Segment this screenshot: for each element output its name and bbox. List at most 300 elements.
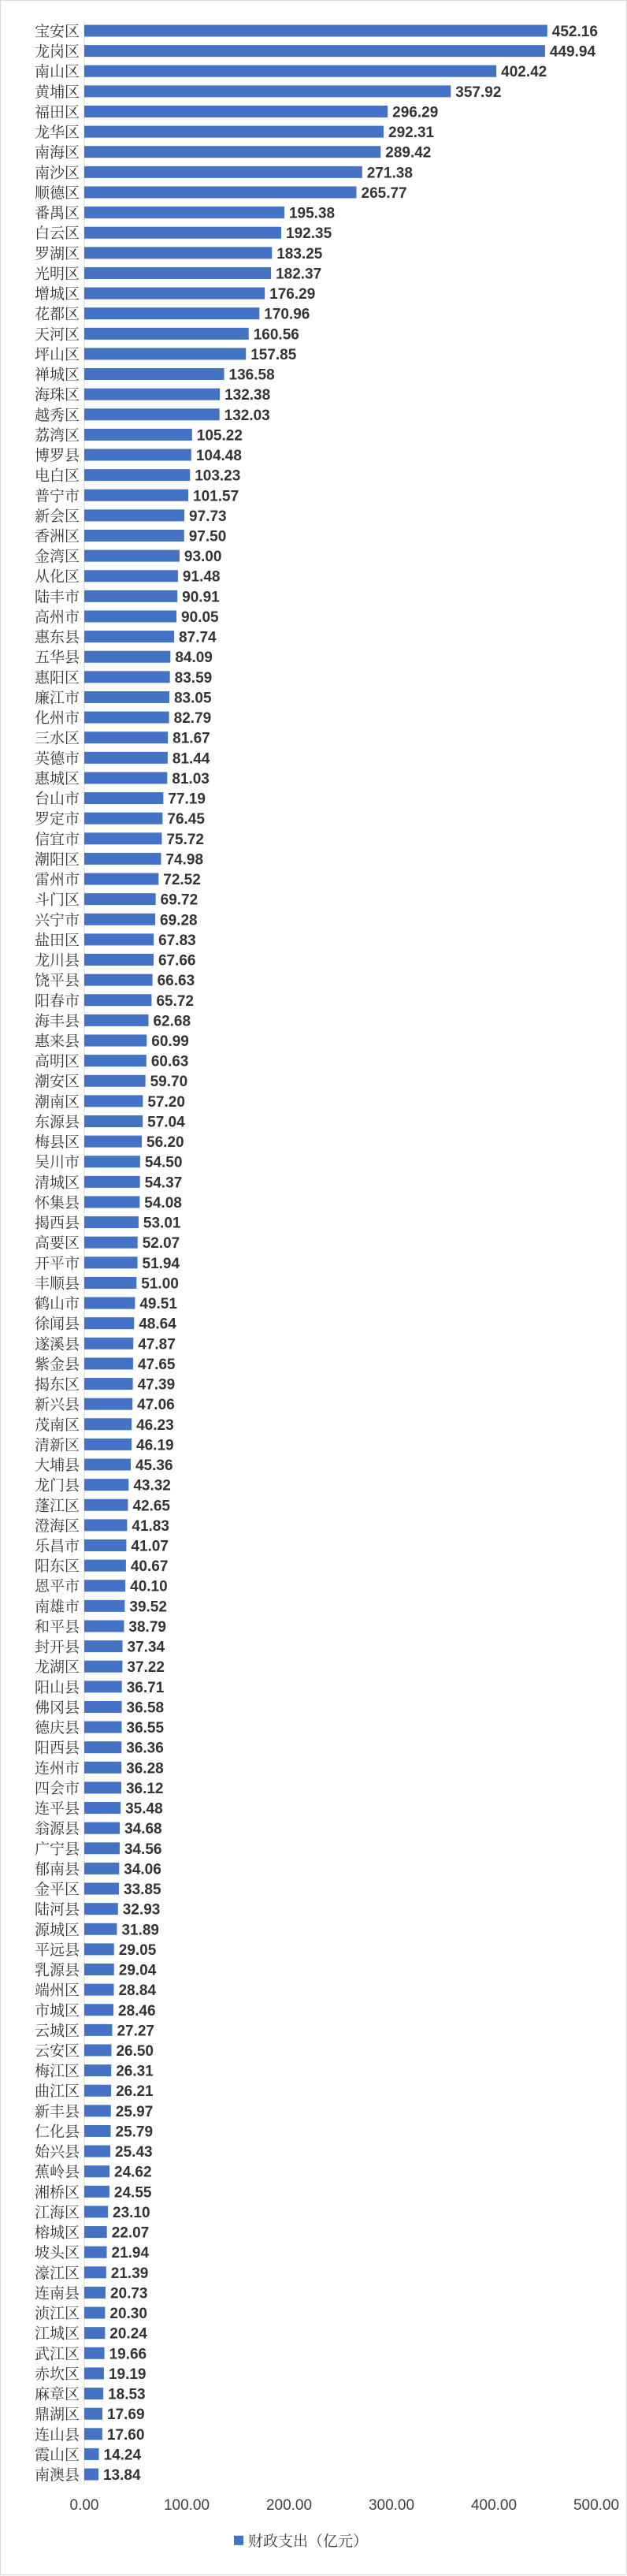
bar <box>84 2186 109 2198</box>
bar <box>84 45 545 57</box>
data-label: 51.00 <box>141 1275 179 1293</box>
legend <box>234 2533 368 2550</box>
bar <box>84 1277 136 1289</box>
category-label: 蓬江区 <box>34 1497 80 1515</box>
bar <box>84 449 191 461</box>
data-label: 101.57 <box>193 488 239 505</box>
category-label: 南山区 <box>34 63 80 81</box>
data-label: 21.39 <box>110 2265 149 2282</box>
bar-chart <box>1 1 627 2576</box>
category-label: 惠城区 <box>34 769 80 787</box>
bar <box>84 126 384 138</box>
category-label: 福田区 <box>34 103 80 121</box>
data-label: 41.07 <box>131 1538 169 1555</box>
data-label: 54.50 <box>144 1154 183 1171</box>
data-label: 402.42 <box>501 64 547 81</box>
category-label: 荔湾区 <box>34 426 80 445</box>
category-label: 惠来县 <box>34 1033 80 1050</box>
category-label: 丰顺县 <box>34 1275 80 1293</box>
bar <box>84 2469 98 2481</box>
category-label: 斗门区 <box>34 891 80 909</box>
bar <box>84 267 271 279</box>
bar <box>84 1681 122 1692</box>
bar <box>84 328 249 340</box>
category-label: 宝安区 <box>34 23 80 40</box>
data-label: 47.39 <box>137 1376 176 1394</box>
data-label: 48.64 <box>139 1316 176 1333</box>
category-label: 清新区 <box>34 1436 80 1454</box>
category-label: 顺德区 <box>34 184 80 202</box>
bar <box>84 166 362 178</box>
bar <box>84 2226 107 2238</box>
data-label: 54.37 <box>144 1174 183 1192</box>
bar <box>84 1075 146 1087</box>
category-label: 翁源县 <box>34 1820 80 1838</box>
category-label: 揭东区 <box>34 1375 80 1394</box>
category-label: 清城区 <box>34 1174 80 1192</box>
category-label: 英德市 <box>34 750 80 768</box>
x-tick-label: 100.00 <box>163 2496 210 2514</box>
data-label: 76.45 <box>167 811 205 828</box>
bar <box>84 1822 120 1834</box>
bar <box>84 1398 132 1410</box>
bar <box>84 2266 106 2278</box>
bar <box>84 1499 128 1511</box>
category-label: 越秀区 <box>34 406 80 424</box>
bar <box>84 307 259 319</box>
bar <box>84 2024 112 2036</box>
x-tick-label: 200.00 <box>265 2496 313 2514</box>
category-label: 怀集县 <box>34 1193 80 1212</box>
data-label: 18.53 <box>108 2386 146 2403</box>
bar <box>84 772 167 784</box>
bar <box>84 1317 134 1329</box>
data-label: 17.60 <box>106 2426 145 2444</box>
category-label: 金平区 <box>34 1881 80 1899</box>
x-tick-labels <box>70 2497 620 2514</box>
category-label: 龙岗区 <box>34 43 80 61</box>
data-label: 42.65 <box>132 1498 170 1515</box>
data-label: 82.79 <box>173 710 212 728</box>
data-label: 93.00 <box>184 549 222 566</box>
category-label: 恩平市 <box>34 1577 80 1595</box>
category-label: 蕉岭县 <box>34 2163 80 2181</box>
bar <box>84 832 161 844</box>
data-label: 29.04 <box>118 1962 157 1979</box>
data-label: 136.58 <box>228 367 275 384</box>
data-label: 75.72 <box>166 831 204 848</box>
data-label: 49.51 <box>139 1296 177 1313</box>
data-label: 36.28 <box>126 1760 164 1778</box>
bar <box>84 1035 147 1047</box>
bar <box>84 1701 122 1713</box>
bar <box>84 1014 148 1026</box>
data-label: 296.29 <box>392 104 439 121</box>
category-label: 赤坎区 <box>34 2365 80 2383</box>
bar <box>84 1055 147 1067</box>
bar <box>84 792 163 804</box>
bar <box>84 752 168 764</box>
category-label: 大埔县 <box>34 1457 80 1475</box>
bar <box>84 227 281 239</box>
data-label: 28.84 <box>118 1982 157 2000</box>
category-label: 连州市 <box>34 1759 80 1778</box>
bar <box>84 933 154 945</box>
category-label: 番禺区 <box>34 204 80 222</box>
data-label: 357.92 <box>455 84 502 101</box>
data-label: 21.94 <box>111 2245 150 2262</box>
category-label: 江城区 <box>34 2325 80 2343</box>
data-label: 23.10 <box>113 2204 150 2221</box>
bar <box>84 2367 104 2379</box>
category-label: 开平市 <box>34 1254 80 1272</box>
legend-swatch <box>234 2536 243 2545</box>
bar <box>84 469 190 481</box>
bar <box>84 65 496 77</box>
data-label: 132.03 <box>224 407 270 424</box>
bar <box>84 1479 128 1491</box>
category-label: 阳山县 <box>34 1678 80 1696</box>
bar <box>84 2428 102 2440</box>
bar <box>84 1136 142 1148</box>
data-label: 51.94 <box>142 1255 180 1272</box>
data-label: 36.58 <box>126 1699 165 1717</box>
category-label: 龙华区 <box>34 124 80 142</box>
category-labels <box>35 23 80 2484</box>
bar <box>84 954 154 966</box>
category-label: 金湾区 <box>34 548 80 566</box>
bar <box>84 712 169 724</box>
category-label: 德庆县 <box>34 1719 80 1737</box>
bar <box>84 106 388 117</box>
data-label: 20.73 <box>109 2285 148 2302</box>
category-label: 增城区 <box>34 285 80 303</box>
bar <box>84 2045 111 2057</box>
data-label: 36.36 <box>126 1740 164 1757</box>
data-label: 26.21 <box>116 2083 154 2101</box>
category-label: 台山市 <box>34 790 80 808</box>
category-label: 新丰县 <box>34 2102 80 2120</box>
category-label: 龙门县 <box>34 1476 80 1495</box>
bar <box>84 610 176 622</box>
data-label: 28.46 <box>118 2002 156 2019</box>
category-label: 平远县 <box>34 1941 80 1959</box>
bar <box>84 1418 132 1430</box>
data-label: 25.97 <box>115 2103 154 2120</box>
category-label: 连南县 <box>34 2284 80 2302</box>
data-label: 67.83 <box>158 932 196 949</box>
category-label: 吴川市 <box>34 1153 80 1171</box>
category-label: 阳西县 <box>34 1739 80 1757</box>
data-label: 195.38 <box>288 205 336 222</box>
category-label: 乳源县 <box>34 1961 80 1979</box>
data-label: 29.05 <box>118 1941 157 1959</box>
bar <box>84 1237 138 1249</box>
category-label: 云城区 <box>34 2022 80 2040</box>
data-label: 449.94 <box>549 43 596 61</box>
bars-layer <box>84 25 547 2481</box>
category-label: 澄海区 <box>34 1517 80 1535</box>
x-tick-label: 0.00 <box>69 2496 99 2514</box>
data-label: 182.37 <box>276 266 322 283</box>
bar <box>84 853 161 865</box>
bar <box>84 1580 125 1591</box>
data-label: 84.09 <box>175 650 213 667</box>
category-label: 高要区 <box>34 1234 80 1253</box>
category-label: 潮阳区 <box>34 851 80 869</box>
bar <box>84 389 220 400</box>
category-label: 南雄市 <box>34 1598 80 1616</box>
bar <box>84 348 246 359</box>
category-label: 阳春市 <box>34 992 80 1010</box>
data-label: 452.16 <box>551 24 598 40</box>
category-label: 江海区 <box>34 2203 80 2221</box>
bar <box>84 1762 121 1774</box>
data-label: 60.99 <box>151 1033 189 1050</box>
x-tick-label: 300.00 <box>368 2496 415 2514</box>
category-label: 禅城区 <box>34 366 80 384</box>
category-label: 封开县 <box>34 1638 80 1656</box>
data-label: 97.50 <box>188 528 227 545</box>
data-label: 26.50 <box>116 2043 154 2060</box>
bar <box>84 1600 124 1612</box>
category-label: 五华县 <box>34 649 80 667</box>
bar <box>84 1256 138 1268</box>
category-label: 郁南县 <box>34 1860 80 1878</box>
category-label: 揭西县 <box>34 1214 80 1232</box>
bar <box>84 1964 114 1975</box>
bar <box>84 813 162 825</box>
bar <box>84 2327 105 2339</box>
bar <box>84 1539 126 1551</box>
category-label: 饶平县 <box>34 972 80 990</box>
data-label: 47.65 <box>137 1356 176 1373</box>
category-label: 麻章区 <box>34 2385 80 2403</box>
bar <box>84 1781 121 1793</box>
data-label: 157.85 <box>250 346 297 363</box>
data-label: 77.19 <box>168 791 206 808</box>
category-label: 云安区 <box>34 2042 80 2060</box>
data-label: 183.25 <box>276 245 323 262</box>
bar <box>84 2347 105 2359</box>
category-label: 梅江区 <box>34 2062 80 2080</box>
category-label: 白云区 <box>34 225 80 243</box>
bar <box>84 368 224 380</box>
data-label: 35.48 <box>125 1800 163 1818</box>
data-label: 62.68 <box>153 1013 191 1030</box>
data-label: 36.55 <box>126 1720 165 1737</box>
category-label: 惠阳区 <box>34 668 80 687</box>
bar <box>84 994 151 1006</box>
category-label: 龙湖区 <box>34 1658 80 1677</box>
bar <box>84 1378 133 1390</box>
data-label: 69.72 <box>160 892 198 909</box>
data-label: 36.71 <box>126 1679 165 1696</box>
bar <box>84 1802 121 1814</box>
bar <box>84 2105 111 2116</box>
data-label: 265.77 <box>361 184 407 202</box>
bar <box>84 85 451 97</box>
bar <box>84 570 178 582</box>
category-label: 香洲区 <box>34 527 80 545</box>
data-label: 97.73 <box>189 508 227 525</box>
bar <box>84 288 265 300</box>
category-label: 惠东县 <box>34 628 80 646</box>
data-label: 40.67 <box>130 1558 169 1576</box>
category-label: 三水区 <box>34 729 80 747</box>
data-label: 33.85 <box>124 1882 161 1899</box>
category-label: 电白区 <box>34 467 80 485</box>
data-label: 41.83 <box>132 1517 169 1535</box>
category-label: 花都区 <box>34 305 80 323</box>
category-label: 市城区 <box>34 2001 80 2019</box>
data-label: 81.03 <box>172 770 210 787</box>
data-label: 90.91 <box>182 589 220 606</box>
category-label: 连平县 <box>34 1800 80 1818</box>
category-label: 罗湖区 <box>34 244 80 262</box>
category-label: 光明区 <box>34 265 80 283</box>
bar <box>84 671 170 683</box>
category-label: 坪山区 <box>34 345 80 363</box>
bar <box>84 2206 108 2217</box>
data-label: 53.01 <box>143 1215 181 1232</box>
category-label: 新会区 <box>34 507 80 525</box>
category-label: 罗定市 <box>34 810 80 828</box>
bar <box>84 1095 143 1107</box>
data-label: 65.72 <box>156 992 194 1010</box>
bar <box>84 2287 106 2299</box>
data-label: 160.56 <box>253 326 299 344</box>
data-label: 67.66 <box>158 952 196 970</box>
category-label: 化州市 <box>34 709 80 728</box>
bar <box>84 207 284 218</box>
bar <box>84 1943 114 1955</box>
bar <box>84 2408 102 2420</box>
bar <box>84 1216 139 1228</box>
bar <box>84 893 156 905</box>
bar <box>84 731 168 743</box>
data-label: 46.23 <box>136 1416 174 1434</box>
data-label: 36.12 <box>125 1780 164 1797</box>
data-label: 40.10 <box>130 1578 168 1595</box>
category-label: 端州区 <box>34 1982 80 2000</box>
data-label: 34.56 <box>124 1841 162 1858</box>
data-label: 104.48 <box>195 448 242 465</box>
category-label: 茂南区 <box>34 1416 80 1434</box>
data-label: 19.19 <box>108 2366 147 2383</box>
data-label: 24.62 <box>114 2164 152 2181</box>
data-label: 60.63 <box>150 1053 189 1070</box>
category-label: 南澳县 <box>34 2466 80 2485</box>
category-label: 雷州市 <box>34 871 80 889</box>
category-label: 潮安区 <box>34 1073 80 1091</box>
category-label: 遂溪县 <box>34 1335 80 1353</box>
category-label: 普宁市 <box>34 487 80 505</box>
data-label: 34.06 <box>124 1861 161 1878</box>
data-label: 90.05 <box>181 609 219 626</box>
bar <box>84 914 155 925</box>
data-label: 14.24 <box>103 2447 142 2464</box>
bar <box>84 631 174 642</box>
category-label: 南沙区 <box>34 164 80 182</box>
bar <box>84 1984 113 1996</box>
category-label: 源城区 <box>34 1921 80 1939</box>
data-label: 24.55 <box>113 2184 152 2202</box>
category-label: 湘桥区 <box>34 2183 80 2202</box>
bar <box>84 1459 131 1471</box>
data-label: 37.34 <box>127 1639 165 1656</box>
category-label: 博罗县 <box>34 447 80 465</box>
bar <box>84 651 170 663</box>
data-label: 66.63 <box>157 973 195 990</box>
bar <box>84 1863 119 1874</box>
bar <box>84 429 192 441</box>
category-label: 高明区 <box>34 1052 80 1070</box>
data-label: 105.22 <box>196 427 243 445</box>
category-label: 廉江市 <box>34 689 80 707</box>
bar <box>84 1115 143 1127</box>
category-label: 广宁县 <box>34 1840 80 1858</box>
bar <box>84 2004 113 2016</box>
category-label: 徐闻县 <box>34 1315 80 1333</box>
bar <box>84 2247 107 2258</box>
bar <box>84 2146 110 2157</box>
bar <box>84 1722 122 1733</box>
category-label: 梅县区 <box>34 1134 80 1152</box>
bar <box>84 1519 127 1531</box>
bar <box>84 247 272 259</box>
bar <box>84 691 169 703</box>
data-label: 81.67 <box>173 730 210 747</box>
bar <box>84 408 220 420</box>
bar <box>84 2165 109 2177</box>
category-label: 从化区 <box>34 568 80 586</box>
data-label: 56.20 <box>147 1134 184 1152</box>
bar <box>84 1338 133 1349</box>
category-label: 鹤山市 <box>34 1295 80 1313</box>
category-label: 曲江区 <box>34 2083 80 2101</box>
data-label: 72.52 <box>163 872 201 889</box>
data-label: 132.38 <box>224 387 271 404</box>
bar <box>84 2125 111 2137</box>
data-label: 57.04 <box>147 1114 185 1131</box>
bar <box>84 1741 121 1753</box>
bar <box>84 1842 120 1854</box>
category-label: 始兴县 <box>34 2143 80 2161</box>
category-label: 阳东区 <box>34 1558 80 1576</box>
x-tick-label: 400.00 <box>470 2496 518 2514</box>
category-label: 新兴县 <box>34 1396 80 1414</box>
bar <box>84 974 153 986</box>
bar <box>84 2085 111 2097</box>
data-label: 74.98 <box>165 851 204 869</box>
bar <box>84 590 177 602</box>
bar <box>84 1297 135 1309</box>
bar <box>84 25 547 37</box>
category-label: 潮南区 <box>34 1093 80 1111</box>
category-label: 鼎湖区 <box>34 2406 80 2424</box>
data-label: 17.69 <box>107 2407 145 2424</box>
data-label: 46.19 <box>136 1437 174 1454</box>
bar <box>84 1883 119 1895</box>
data-label: 57.20 <box>147 1093 185 1111</box>
category-label: 霞山区 <box>34 2446 80 2464</box>
bar <box>84 186 357 198</box>
bar <box>84 1903 118 1915</box>
bar <box>84 509 184 521</box>
data-label: 103.23 <box>195 467 241 485</box>
data-label: 59.70 <box>150 1074 188 1091</box>
